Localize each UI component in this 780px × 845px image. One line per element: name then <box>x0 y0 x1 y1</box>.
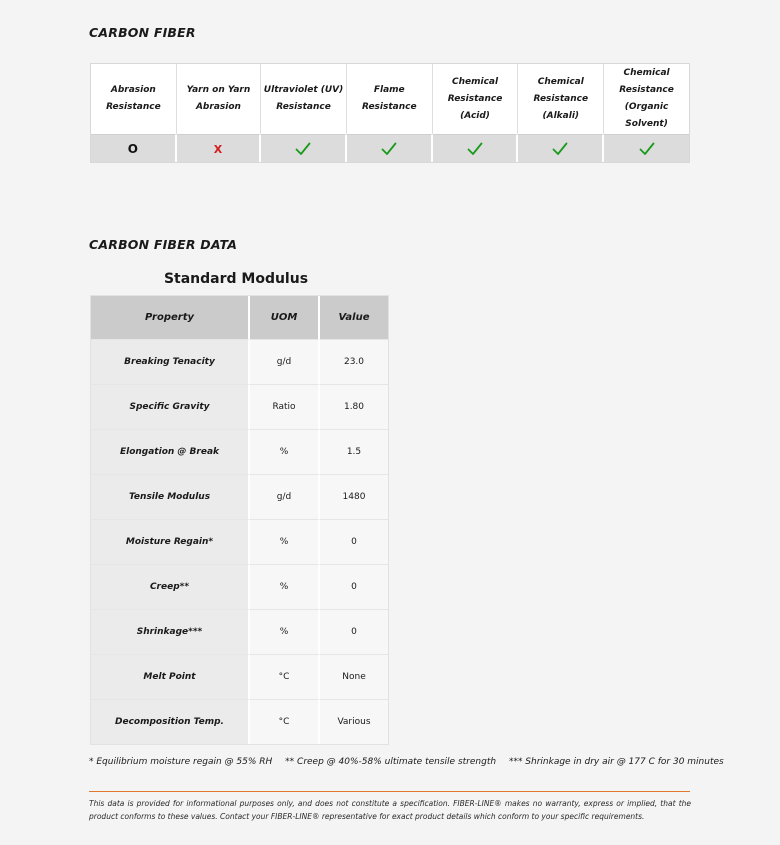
value-flame <box>347 134 433 162</box>
table-row <box>91 384 388 429</box>
disclaimer-text: This data is provided for informational purposes only, and does not constitute a specification. FIBER-LINE® makes no warranty, express or implied, that the product conforms to these values. Contact your FIBER-LINE® representative for exact product details which conform to your specific requirements. <box>89 799 691 821</box>
table-row <box>91 474 388 519</box>
cell-property: Shrinkage*** <box>91 609 250 654</box>
value-abrasion <box>91 134 177 162</box>
header-chemical-acid <box>433 64 519 134</box>
cell-property: Breaking Tenacity <box>91 339 250 384</box>
cell-value: 1480 <box>320 474 388 519</box>
header-line: Chemical <box>537 76 584 87</box>
cell-uom: % <box>250 519 320 564</box>
value-alkali <box>518 134 604 162</box>
cell-value: Various <box>320 699 388 744</box>
table-row <box>91 654 388 699</box>
cell-uom: Ratio <box>250 384 320 429</box>
cell-uom: °C <box>250 699 320 744</box>
cell-property: Decomposition Temp. <box>91 699 250 744</box>
header-line: (Organic Solvent) <box>624 102 669 129</box>
table-row <box>91 429 388 474</box>
checkmark-icon <box>381 142 397 156</box>
cell-property: Moisture Regain* <box>91 519 250 564</box>
checkmark-icon <box>295 142 311 156</box>
cell-property: Tensile Modulus <box>91 474 250 519</box>
properties-table <box>90 295 389 745</box>
cell-uom: °C <box>250 654 320 699</box>
header-line: Resistance <box>447 93 503 104</box>
header-line: (Alkali) <box>542 110 580 121</box>
column-header-value: Value <box>320 296 388 339</box>
header-chemical-organic-solvent <box>604 64 689 134</box>
header-line: Resistance <box>361 102 417 112</box>
section-title-carbon-fiber: CARBON FIBER <box>89 25 196 40</box>
resistance-table <box>90 63 690 163</box>
value-uv <box>261 134 347 162</box>
header-line: Yarn on Yarn <box>186 85 251 95</box>
header-yarn-on-yarn-abrasion <box>177 64 261 134</box>
cell-value: 0 <box>320 609 388 654</box>
cell-uom: g/d <box>250 474 320 519</box>
cell-property: Creep** <box>91 564 250 609</box>
cell-value: None <box>320 654 388 699</box>
column-header-property: Property <box>91 296 250 339</box>
header-line: Resistance <box>533 93 589 104</box>
cell-uom: % <box>250 609 320 654</box>
cell-value: 0 <box>320 564 388 609</box>
resistance-value-row <box>91 134 689 162</box>
cell-value: 0 <box>320 519 388 564</box>
circle-rating-icon: O <box>127 141 138 156</box>
cell-value: 23.0 <box>320 339 388 384</box>
header-line: Flame <box>373 85 405 95</box>
cell-value: 1.5 <box>320 429 388 474</box>
footnote-creep: ** Creep @ 40%-58% ultimate tensile strength <box>285 757 497 767</box>
header-abrasion-resistance <box>91 64 177 134</box>
header-line: (Acid) <box>460 110 490 121</box>
header-line: Resistance <box>619 85 674 95</box>
x-mark-icon: X <box>213 142 223 156</box>
header-line: Ultraviolet (UV) <box>263 85 344 95</box>
header-line: Resistance <box>276 102 331 112</box>
table-row <box>91 564 388 609</box>
table-row <box>91 609 388 654</box>
value-acid <box>433 134 519 162</box>
header-line: Chemical <box>623 68 670 78</box>
header-line: Resistance <box>106 102 161 112</box>
table-row <box>91 699 388 744</box>
footnote-moisture: * Equilibrium moisture regain @ 55% RH <box>89 757 273 767</box>
cell-property: Specific Gravity <box>91 384 250 429</box>
checkmark-icon <box>552 142 568 156</box>
section-title-carbon-fiber-data: CARBON FIBER DATA <box>89 237 238 252</box>
header-flame-resistance <box>347 64 433 134</box>
cell-uom: % <box>250 429 320 474</box>
table-row <box>91 519 388 564</box>
value-organic-solvent <box>604 134 689 162</box>
cell-uom: % <box>250 564 320 609</box>
cell-property: Melt Point <box>91 654 250 699</box>
header-uv-resistance <box>261 64 347 134</box>
resistance-header-row <box>91 64 689 134</box>
properties-header-row <box>91 296 388 339</box>
header-line: Abrasion <box>110 85 156 95</box>
value-yarn-abrasion <box>177 134 261 162</box>
column-header-uom: UOM <box>250 296 320 339</box>
header-chemical-alkali <box>518 64 604 134</box>
footnote-shrinkage: *** Shrinkage in dry air @ 177 C for 30 minutes <box>508 757 724 767</box>
header-line: Chemical <box>451 76 499 87</box>
checkmark-icon <box>639 142 655 156</box>
cell-uom: g/d <box>250 339 320 384</box>
divider-rule <box>89 791 690 792</box>
cell-value: 1.80 <box>320 384 388 429</box>
footnotes <box>89 757 734 767</box>
header-line: Abrasion <box>195 102 241 112</box>
checkmark-icon <box>467 142 483 156</box>
table-title-standard-modulus: Standard Modulus <box>163 271 309 287</box>
table-row <box>91 339 388 384</box>
cell-property: Elongation @ Break <box>91 429 250 474</box>
